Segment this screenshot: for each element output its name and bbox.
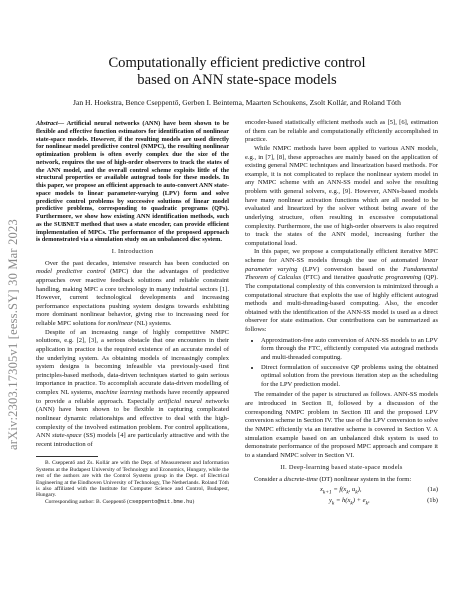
right-paragraph-4: Consider a discrete-time (DT) nonlinear system in the form: [254, 476, 412, 483]
equation-1b: $y_k = h(x_k) + e_k$, (1b) [329, 496, 438, 506]
right-paragraph-1: While NMPC methods have been applied to various ANN models, e.g., in [7], [8], these approaches are mainly based on the application of existing general NMPC techniques and linearization based methods. For example, it is not complicated to replace the nonlinear system model in any NMPC scheme with an ANN-SS model and solve the resulting problem with general solvers, e.g., [9]. However, ANNs-based models have many nonlinear activation functions which are all needed to be evaluated and linearized by the solver without being aware of the underlying structure, often resulting in excessive computational complexity. Furthermore, the use of high-order observers is also required to track the states of the ANN model, increasing further the computational load. [245, 144, 438, 247]
title-line-1: Computationally efficient predictive control [108, 55, 366, 71]
right-paragraph-0: encoder-based statistically efficient methods such as [5], [6], estimation of them can be reliable and computationally efficiently accomplished in practice. [245, 119, 438, 144]
equation-1a: $x_{k+1} = f(x_k$, $u_k$), (1a) [320, 485, 438, 495]
right-paragraph-3: The remainder of the paper is structured as follows. ANN-SS models are introduced in Section II, followed by a discussion of the corresponding NMPC problem in Section III and the proposed LPV conversion scheme in Section IV. The use of the LPV conversion to solve the NMPC efficiently via an iterative scheme is covered in Section V. A simulation example based on an unbalanced disk system is used to demonstrate performance of the proposed MPC approach and compare it to a standard NMPC solver in Section VI. [245, 391, 438, 459]
list-item: • Direct formulation of successive QP problems using the obtained optimal solution from the previous iteration step as the scheduling for the LPV prediction model. [261, 364, 438, 390]
abstract-text: — Artificial neural networks (ANN) have been shown to be flexible and effective function estimators for identification of nonlinear state-space models. However, if the resulting models are used directly for nonlinear model predictive control (NMPC), the resulting nonlinear optimization problem is often overly complex due the size of the network, requires the use of high-order observers to track the states of the ANN model, and the overall control scheme exploits little of the structural properties or available autograd tools for these models. In this paper, we propose an efficient approach to auto-convert ANN state-space models to linear parameter-varying (LPV) form and solve predictive control problems by successive solutions of linear model predictive problems, corresponding to quadratic programs (QPs). Furthermore, we show how existing ANN identification methods, such as the SUBNET method that uses a state encoder, can provide efficient implementation of MPCs. The performance of the proposed approach is demonstrated via a simulation study on an unbalanced disc system. [36, 120, 229, 244]
section-heading-ann-models: II. Deep-learning based state-space models [280, 464, 403, 472]
abstract [36, 120, 229, 244]
author-email-link[interactable]: cseppento@mit.bme.hu [128, 498, 193, 505]
footnote-corresponding-author: Corresponding author: B. Cseppentő (cseppento@mit.bme.hu) [45, 498, 195, 505]
equation-number: (1a) [427, 485, 438, 493]
paper-title [60, 55, 414, 89]
author-list: Jan H. Hoekstra, Bence Cseppentő, Gerben I. Beintema, Maarten Schoukens, Zsolt Kollár, and Roland Tóth [73, 98, 401, 107]
arxiv-stamp [4, 150, 22, 450]
left-column [36, 120, 229, 505]
footnote-affiliations: B. Cseppentő and Zs. Kollár are with the Dept. of Measurement and Information Systems at the Budapest University of Technology and Economics, Hungary, while the rest of the authors are with the Control Systems group in the Dept. of Electrical Engineering at the Eindhoven University of Technology, The Netherlands. Roland Tóth is also affiliated with the Institute for Computer Science and Control, Budapest, Hungary. [36, 460, 229, 499]
section-heading-introduction: I. Introduction [111, 248, 154, 255]
right-paragraph-2: In this paper, we propose a computationally efficient iterative MPC scheme for ANN-SS models through the use of automated linear parameter varying (LPV) conversion based on the Fundamental Theorem of Calculus (FTC) and iterative quadratic programming (QP). The computational complexity of this conversion is minimized through a computational structure that exploits the use of highly efficient autograd methods and multi-threading-based computing. Also, the encoder obtained with the identification of the ANN-SS model is used as a direct observer for state estimation. Our contributions can be summarized as follows: [245, 248, 438, 333]
contribution-list [245, 337, 438, 390]
intro-paragraph-2: Despite of an increasing range of highly competitive NMPC solutions, e.g. [2], [3], a serious obstacle that one encounters in their application in practice is the required existence of an accurate model of the underlying system. As obtaining models of increasingly complex system designs is becoming infeasible via previously-used first principles-based methods, data-driven techniques started to gain serious importance in practice. To accomplish accurate data-driven modelling of complex NL systems, machine learning methods have recently appeared to provide a reliable approach. Especially artificial neural networks (ANN) have been shown to be flexible in capturing complicated nonlinear dynamic relationships and effective to deal with the high-complexity of the involved estimation problem. For control applications, ANN state-space (SS) models [4] are particularly attractive and with the recent introduction of [36, 328, 230, 448]
list-item: • Approximation-free auto conversion of ANN-SS models to an LPV form through the FTC, efficiently computed via autograd methods and multi-threaded computing. [261, 337, 438, 363]
right-column [245, 119, 438, 508]
equation-number: (1b) [427, 496, 438, 504]
intro-paragraph-1: Over the past decades, intensive research has been conducted on model predictive control (MPC) due the advantages of predictive approaches over reactive feedback solutions and reliable constraint handling, making MPC a core technology in many industrial sectors [1]. However, current technological developments and increasing performance expectations pushing system designs towards exhibiting more dominant nonlinear behavior, giving rise to increasing need for reliable MPC solutions for nonlinear (NL) systems. [36, 259, 229, 327]
arxiv-stamp-text: arXiv:2303.17305v1 [eess.SY] 30 Mar 2023 [6, 219, 20, 450]
abstract-label: Abstract [36, 120, 58, 127]
footnote-rule [36, 456, 98, 457]
title-line-2: based on ANN state-space models [137, 72, 337, 88]
